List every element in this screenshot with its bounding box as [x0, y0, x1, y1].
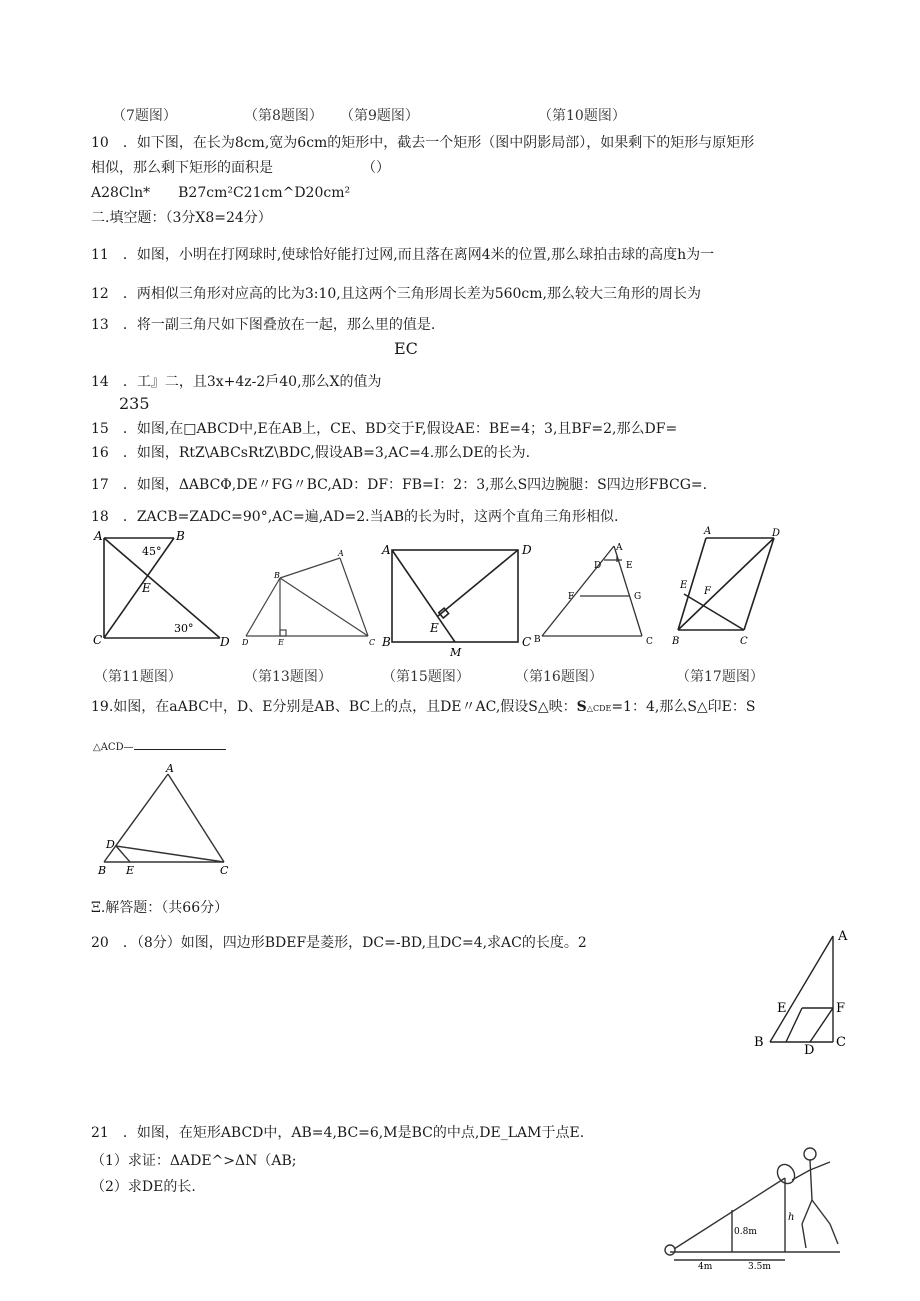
question-12: 12 ．两相似三角形对应高的比为3:10,且这两个三角形周长差为560cm,那么较大三角形的周长为 — [91, 286, 701, 302]
fig15-label-d: D — [522, 543, 532, 557]
section-3-title: Ξ.解答题：（共66分） — [91, 900, 229, 916]
fig15-label-b: B — [382, 635, 391, 649]
question-10-line2: 相似，那么剩下矩形的面积是 — [91, 160, 273, 176]
fig20-label-c: C — [836, 1035, 846, 1050]
fig17-label-a: A — [704, 526, 712, 537]
question-19-end: =1：4,那么S△印E：S — [611, 699, 756, 715]
fig17-label-c: C — [740, 636, 748, 647]
fig16-label-g: G — [634, 592, 642, 602]
question-19-text: 19.如图，在aABC中，D、E分别是AB、BC上的点，且DE〃AC,假设S△映： — [91, 699, 577, 715]
fig16-label-b: B — [534, 635, 541, 645]
fig19-label-d: D — [106, 838, 115, 851]
question-19-blank — [134, 737, 226, 750]
caption-q8: （第8题图） — [244, 108, 323, 124]
section-2-title: 二.填空题：（3分X8=24分） — [91, 210, 272, 226]
question-13-ec: EC — [394, 339, 418, 358]
fig15-label-m: M — [450, 646, 462, 658]
figure-13 — [238, 548, 378, 648]
fig11-label-c: C — [93, 633, 103, 647]
question-19-line2 — [93, 737, 226, 757]
question-13: 13 ．将一副三角尺如下图叠放在一起，那么里的值是. — [91, 317, 436, 333]
question-20: 20 ．（8分）如图，四边形BDEF是菱形，DC=-BD,且DC=4,求AC的长度。2 — [91, 935, 587, 951]
question-21-part1: （1）求证：ΔADE^>ΔN（AB; — [91, 1153, 297, 1169]
question-18: 18 ．ZACB=ZADC=90°,AC=遍,AD=2.当AB的长为时，这两个直角三角形相似. — [91, 509, 619, 525]
question-21-line1: 21 ．如图，在矩形ABCD中，AB=4,BC=6,M是BC的中点,DE_LAM于点E. — [91, 1125, 585, 1141]
fig19-label-c: C — [220, 864, 229, 877]
fig20-label-d: D — [804, 1043, 815, 1056]
question-19-s: S — [576, 699, 587, 715]
fig20-label-b: B — [754, 1035, 764, 1050]
fig21-label-4m: 4m — [698, 1262, 713, 1270]
caption-q13: （第13题图） — [244, 669, 332, 685]
caption-q7: （7题图） — [112, 108, 177, 124]
caption-q15: （第15题图） — [382, 669, 470, 685]
fig19-label-a: A — [166, 762, 174, 775]
fig21-label-08m: 0.8m — [734, 1227, 757, 1237]
fig16-label-d: D — [594, 561, 602, 571]
fig13-label-a: A — [338, 549, 344, 558]
fig21-label-h: h — [788, 1212, 795, 1223]
question-19-sub: △CDE — [586, 704, 612, 713]
fig20-label-e: E — [777, 1001, 787, 1016]
fig16-label-e: E — [626, 561, 633, 571]
fig11-label-e: E — [142, 581, 151, 595]
caption-q10: （第10题图） — [538, 108, 626, 124]
fig11-angle-30: 30° — [174, 622, 194, 635]
fig19-label-b: B — [98, 864, 107, 877]
fig15-label-c: C — [522, 635, 532, 649]
caption-q16: （第16题图） — [515, 669, 603, 685]
fig17-label-d: D — [772, 528, 781, 539]
figure-15 — [380, 538, 540, 658]
fig15-label-a: A — [382, 543, 391, 557]
fig16-label-f: F — [568, 592, 575, 602]
fig13-label-c: C — [369, 638, 376, 647]
fig20-label-a: A — [838, 929, 848, 944]
figure-17 — [668, 524, 788, 648]
figure-11 — [92, 528, 232, 648]
question-10-paren: （） — [362, 160, 390, 176]
question-16: 16 ．如图，RtZ\ABCsRtZ\BDC,假设AB=3,AC=4.那么DE的长为. — [91, 445, 531, 461]
fig16-label-c: C — [646, 637, 653, 647]
question-11: 11 ．如图，小明在打网球时,使球恰好能打过网,而且落在离网4米的位置,那么球拍击球的高度h为一 — [91, 247, 715, 263]
question-10-line1: 10 ．如下图，在长为8cm,宽为6cm的矩形中，截去一个矩形（图中阴影局部），如果剩下的矩形与原矩形 — [91, 135, 755, 151]
fig17-label-e: E — [680, 580, 688, 591]
question-19-line1 — [91, 698, 756, 718]
fig20-label-f: F — [836, 1001, 846, 1016]
question-15: 15 ．如图,在□ABCD中,E在AB上，CE、BD交于F,假设AE：BE=4；3,且BF=2,那么DF= — [91, 421, 678, 437]
question-19-acd: △ACD— — [93, 742, 134, 753]
question-10-options: A28Cln* B27cm²C21cm^D20cm² — [91, 185, 351, 201]
fig11-label-d: D — [220, 635, 230, 648]
fig16-label-a: A — [616, 543, 623, 553]
fig13-label-d: D — [242, 638, 249, 647]
caption-q9: （第9题图） — [340, 108, 419, 124]
figure-16 — [530, 538, 660, 650]
caption-q17: （第17题图） — [676, 669, 764, 685]
fig13-label-b: B — [274, 571, 280, 580]
figure-19 — [96, 762, 236, 878]
fig13-label-e: E — [278, 638, 284, 647]
question-14: 14 ．工』二，且3x+4z-2戶40,那么X的值为 — [91, 374, 382, 390]
question-21-part2: （2）求DE的长. — [91, 1179, 196, 1195]
caption-q11: （第11题图） — [94, 669, 182, 685]
fig11-label-b: B — [176, 529, 185, 543]
figure-20 — [750, 924, 860, 1056]
fig19-label-e: E — [126, 864, 135, 877]
question-14-sub: 235 — [119, 394, 150, 413]
question-17: 17 ．如图，ΔABCΦ,DE〃FG〃BC,AD：DF：FB=I：2：3,那么S四边腕腿：S四边形FBCG=. — [91, 477, 708, 493]
fig11-label-a: A — [94, 529, 103, 543]
fig17-label-f: F — [704, 586, 711, 597]
fig21-label-35m: 3.5m — [748, 1262, 771, 1270]
fig11-angle-45: 45° — [142, 545, 162, 558]
fig15-label-e: E — [430, 621, 439, 635]
fig17-label-b: B — [672, 636, 680, 647]
figure-21 — [660, 1140, 850, 1270]
